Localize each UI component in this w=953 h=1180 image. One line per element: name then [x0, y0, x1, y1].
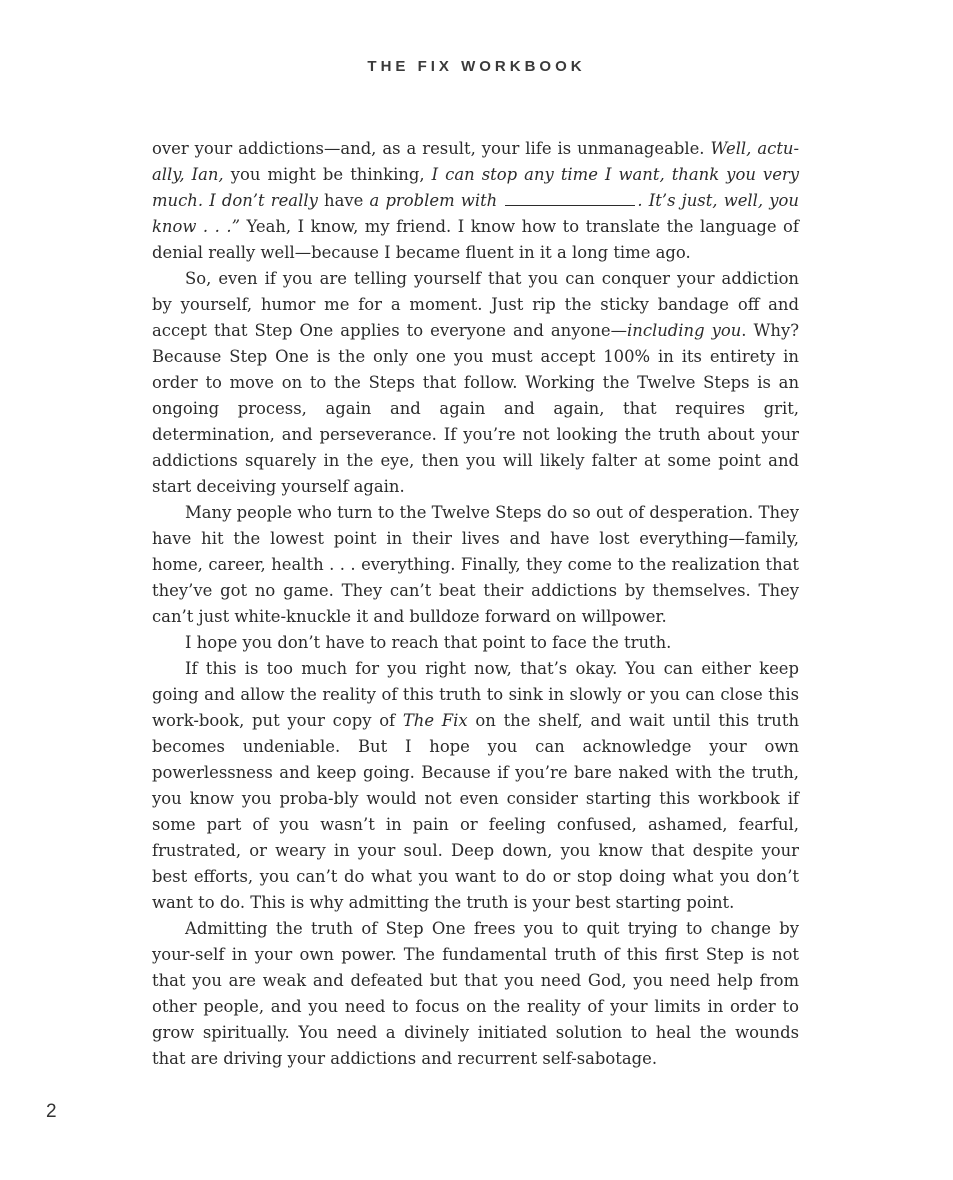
book-title: The Fix [402, 711, 468, 730]
fill-in-blank [505, 189, 635, 206]
text-run: If this is too much for you right now, that’s okay. You can either keep going and allow the reality of this truth to sink in slowly or you can close this work-book, put your copy of [152, 659, 799, 730]
body-text [152, 136, 799, 1072]
italic-run: I can stop any time I want, thank you very much. I don’t really [152, 165, 799, 210]
text-run: over your addictions—and, as a result, your life is unmanageable. [152, 139, 711, 158]
italic-run: including you [627, 321, 742, 340]
italic-run: Well, actu-ally, Ian, [152, 139, 799, 184]
text-run: you might be thinking, [223, 165, 432, 184]
paragraph-4: I hope you don’t have to reach that point to face the truth. [185, 633, 672, 652]
text-run: on the shelf, and wait until this truth becomes undeniable. But I hope you can acknowledge your own powerlessness and keep going. Because if you’re bare naked with the truth, you know you proba-bly would not even consider starting this workbook if some part of you wasn’t in pain or feeling confused, ashamed, fearful, frustrated, or weary in your soul. Deep down, you know that despite your best efforts, you can’t do what you want to do or stop doing what you don’t want to do. This is why admitting the truth is your best starting point. [152, 711, 799, 912]
paragraph-5 [152, 656, 799, 916]
paragraph-3: Many people who turn to the Twelve Steps do so out of desperation. They have hit the lowest point in their lives and have lost everything—family, home, career, health . . . everything. Finally, they come to the realization that they’ve got no game. They can’t beat their addictions by themselves. They can’t just white-knuckle it and bulldoze forward on willpower. [152, 503, 799, 626]
text-run: . Why? Because Step One is the only one you must accept 100% in its entirety in order to move on to the Steps that follow. Working the Twelve Steps is an ongoing process, again and again and again, that requires grit, determination, and perseverance. If you’re not looking the truth about your addictions squarely in the eye, then you will likely falter at some point and start deceiving yourself again. [152, 321, 799, 496]
page-number: 2 [46, 1101, 57, 1122]
paragraph-6: Admitting the truth of Step One frees you to quit trying to change by your-self in your own power. The fundamental truth of this first Step is not that you are weak and defeated but that you need God, you need help from other people, and you need to focus on the reality of your limits in order to grow spiritually. You need a divinely initiated solution to heal the wounds that are driving your addictions and recurrent self-sabotage. [152, 919, 799, 1068]
paragraph-1 [152, 136, 799, 266]
text-run: So, even if you are telling yourself that you can conquer your addiction by yourself, humor me for a moment. Just rip the sticky bandage off and accept that Step One applies to everyone and anyone— [152, 269, 799, 340]
italic-run: a problem with [369, 191, 498, 210]
running-head: THE FIX WORKBOOK [367, 58, 586, 75]
italic-run: . It’s just, well, you know . . .” [152, 191, 799, 236]
text-run: Yeah, I know, my friend. I know how to translate the language of denial really well—because I became fluent in it a long time ago. [152, 217, 799, 262]
text-run: have [317, 191, 370, 210]
paragraph-2 [152, 266, 799, 500]
